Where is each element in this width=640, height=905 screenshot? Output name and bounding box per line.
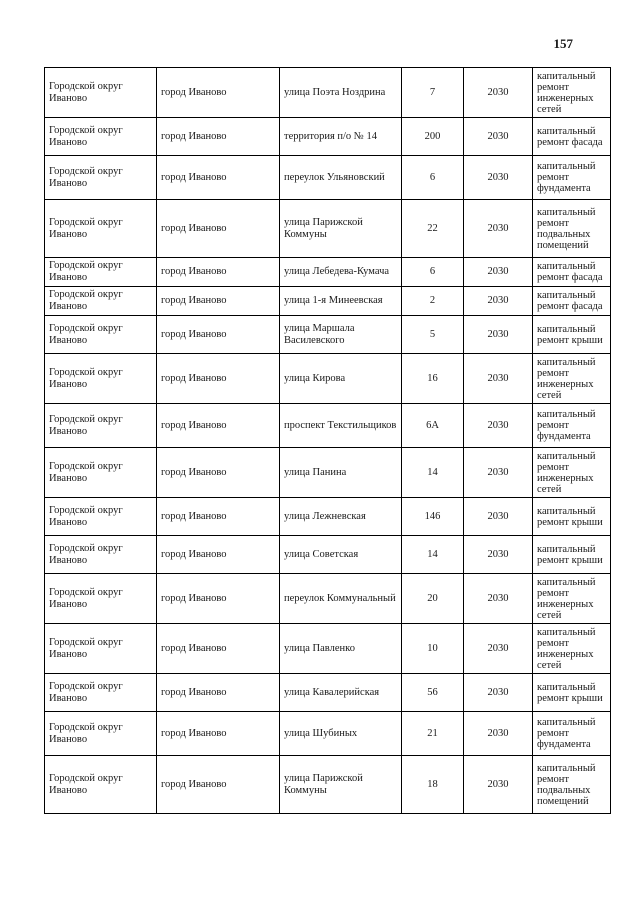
district-cell: Городской округ Иваново — [45, 118, 157, 156]
street-cell: улица Панина — [280, 448, 402, 498]
city-cell: город Иваново — [157, 536, 280, 574]
table-row — [45, 448, 611, 498]
house-number-cell: 5 — [402, 316, 464, 354]
work-type-cell: капитальный ремонт крыши — [533, 536, 611, 574]
city-cell: город Иваново — [157, 574, 280, 624]
work-type-cell: капитальный ремонт фундамента — [533, 712, 611, 756]
street-cell: улица Парижской Коммуны — [280, 200, 402, 258]
house-number-cell: 16 — [402, 354, 464, 404]
table-row — [45, 674, 611, 712]
house-number-cell: 18 — [402, 756, 464, 814]
district-cell: Городской округ Иваново — [45, 756, 157, 814]
city-cell: город Иваново — [157, 756, 280, 814]
city-cell: город Иваново — [157, 674, 280, 712]
district-cell: Городской округ Иваново — [45, 624, 157, 674]
work-type-cell: капитальный ремонт инженерных сетей — [533, 354, 611, 404]
street-cell: улица Парижской Коммуны — [280, 756, 402, 814]
house-number-cell: 6 — [402, 156, 464, 200]
district-cell: Городской округ Иваново — [45, 287, 157, 316]
table-row — [45, 354, 611, 404]
street-cell: улица Лебедева-Кумача — [280, 258, 402, 287]
house-number-cell: 146 — [402, 498, 464, 536]
year-cell: 2030 — [464, 712, 533, 756]
street-cell: улица Поэта Ноздрина — [280, 68, 402, 118]
street-cell: улица Маршала Василевского — [280, 316, 402, 354]
work-type-cell: капитальный ремонт инженерных сетей — [533, 624, 611, 674]
table-row — [45, 68, 611, 118]
city-cell: город Иваново — [157, 68, 280, 118]
district-cell: Городской округ Иваново — [45, 536, 157, 574]
street-cell: улица Кирова — [280, 354, 402, 404]
district-cell: Городской округ Иваново — [45, 316, 157, 354]
table-row — [45, 316, 611, 354]
table-row — [45, 200, 611, 258]
house-number-cell: 6А — [402, 404, 464, 448]
year-cell: 2030 — [464, 624, 533, 674]
work-type-cell: капитальный ремонт подвальных помещений — [533, 756, 611, 814]
city-cell: город Иваново — [157, 258, 280, 287]
house-number-cell: 21 — [402, 712, 464, 756]
table-row — [45, 574, 611, 624]
year-cell: 2030 — [464, 156, 533, 200]
table-body — [45, 68, 611, 814]
street-cell: проспект Текстильщиков — [280, 404, 402, 448]
year-cell: 2030 — [464, 354, 533, 404]
house-number-cell: 20 — [402, 574, 464, 624]
district-cell: Городской округ Иваново — [45, 404, 157, 448]
street-cell: улица Павленко — [280, 624, 402, 674]
table-row — [45, 118, 611, 156]
work-type-cell: капитальный ремонт инженерных сетей — [533, 68, 611, 118]
work-type-cell: капитальный ремонт крыши — [533, 316, 611, 354]
table-row — [45, 287, 611, 316]
page-number: 157 — [553, 36, 573, 51]
house-number-cell: 200 — [402, 118, 464, 156]
district-cell: Городской округ Иваново — [45, 200, 157, 258]
table-row — [45, 624, 611, 674]
work-type-cell: капитальный ремонт крыши — [533, 498, 611, 536]
city-cell: город Иваново — [157, 712, 280, 756]
city-cell: город Иваново — [157, 404, 280, 448]
street-cell: территория п/о № 14 — [280, 118, 402, 156]
table-row — [45, 536, 611, 574]
district-cell: Городской округ Иваново — [45, 354, 157, 404]
year-cell: 2030 — [464, 574, 533, 624]
street-cell: переулок Ульяновский — [280, 156, 402, 200]
work-type-cell: капитальный ремонт крыши — [533, 674, 611, 712]
year-cell: 2030 — [464, 316, 533, 354]
work-type-cell: капитальный ремонт инженерных сетей — [533, 448, 611, 498]
work-type-cell: капитальный ремонт фасада — [533, 258, 611, 287]
year-cell: 2030 — [464, 287, 533, 316]
street-cell: улица Советская — [280, 536, 402, 574]
year-cell: 2030 — [464, 118, 533, 156]
house-number-cell: 7 — [402, 68, 464, 118]
work-type-cell: капитальный ремонт фундамента — [533, 404, 611, 448]
year-cell: 2030 — [464, 536, 533, 574]
district-cell: Городской округ Иваново — [45, 674, 157, 712]
table-row — [45, 258, 611, 287]
house-number-cell: 14 — [402, 448, 464, 498]
table-row — [45, 756, 611, 814]
city-cell: город Иваново — [157, 448, 280, 498]
year-cell: 2030 — [464, 258, 533, 287]
work-type-cell: капитальный ремонт фасада — [533, 287, 611, 316]
table-row — [45, 156, 611, 200]
city-cell: город Иваново — [157, 498, 280, 536]
district-cell: Городской округ Иваново — [45, 68, 157, 118]
year-cell: 2030 — [464, 68, 533, 118]
street-cell: улица Шубиных — [280, 712, 402, 756]
city-cell: город Иваново — [157, 316, 280, 354]
street-cell: улица 1-я Минеевская — [280, 287, 402, 316]
table-row — [45, 404, 611, 448]
work-type-cell: капитальный ремонт подвальных помещений — [533, 200, 611, 258]
city-cell: город Иваново — [157, 156, 280, 200]
city-cell: город Иваново — [157, 118, 280, 156]
house-number-cell: 2 — [402, 287, 464, 316]
district-cell: Городской округ Иваново — [45, 156, 157, 200]
year-cell: 2030 — [464, 404, 533, 448]
work-type-cell: капитальный ремонт фасада — [533, 118, 611, 156]
house-number-cell: 10 — [402, 624, 464, 674]
city-cell: город Иваново — [157, 287, 280, 316]
street-cell: переулок Коммунальный — [280, 574, 402, 624]
year-cell: 2030 — [464, 498, 533, 536]
house-number-cell: 6 — [402, 258, 464, 287]
work-type-cell: капитальный ремонт фундамента — [533, 156, 611, 200]
district-cell: Городской округ Иваново — [45, 574, 157, 624]
year-cell: 2030 — [464, 756, 533, 814]
repair-schedule-table — [44, 67, 611, 814]
year-cell: 2030 — [464, 448, 533, 498]
city-cell: город Иваново — [157, 200, 280, 258]
table-row — [45, 712, 611, 756]
year-cell: 2030 — [464, 200, 533, 258]
street-cell: улица Лежневская — [280, 498, 402, 536]
district-cell: Городской округ Иваново — [45, 712, 157, 756]
work-type-cell: капитальный ремонт инженерных сетей — [533, 574, 611, 624]
district-cell: Городской округ Иваново — [45, 448, 157, 498]
street-cell: улица Кавалерийская — [280, 674, 402, 712]
house-number-cell: 56 — [402, 674, 464, 712]
city-cell: город Иваново — [157, 354, 280, 404]
city-cell: город Иваново — [157, 624, 280, 674]
house-number-cell: 22 — [402, 200, 464, 258]
district-cell: Городской округ Иваново — [45, 498, 157, 536]
house-number-cell: 14 — [402, 536, 464, 574]
table-row — [45, 498, 611, 536]
year-cell: 2030 — [464, 674, 533, 712]
district-cell: Городской округ Иваново — [45, 258, 157, 287]
